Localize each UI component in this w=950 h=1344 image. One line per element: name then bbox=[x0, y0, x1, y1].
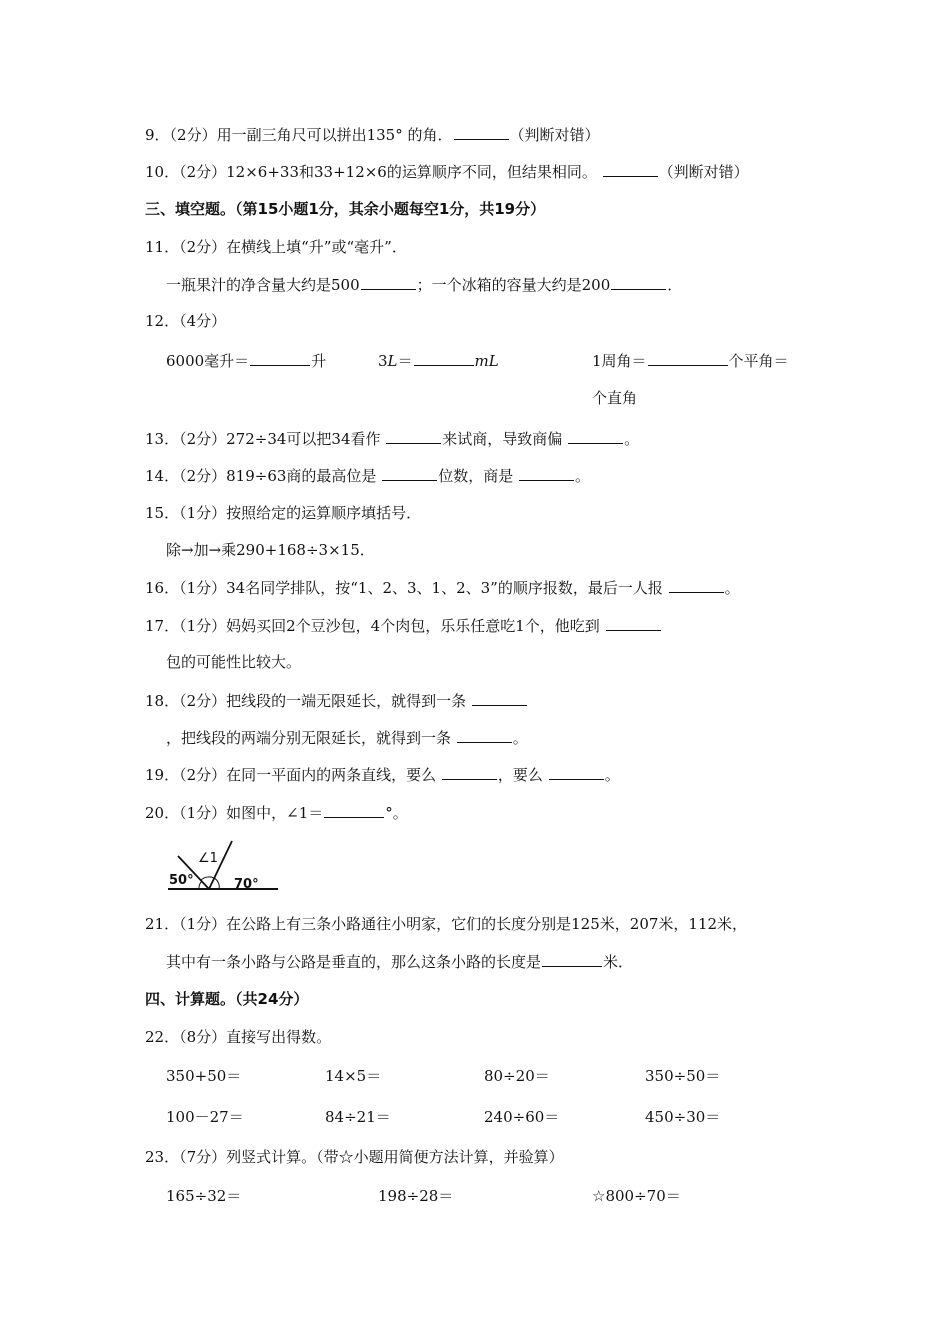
question-text: 34名同学排队，按“1、2、3、1、2、3”的顺序报数，最后一人报 bbox=[226, 579, 668, 597]
text: 来试商，导致商偏 bbox=[442, 430, 568, 448]
answer-blank[interactable] bbox=[457, 727, 512, 743]
text: 。 bbox=[604, 766, 620, 784]
answer-blank[interactable] bbox=[442, 764, 497, 780]
calc-item: 165÷32＝ bbox=[166, 1187, 242, 1205]
answer-blank[interactable] bbox=[361, 274, 416, 290]
angle-arc bbox=[199, 881, 202, 889]
question-text: 在横线上填“升”或“毫升”． bbox=[226, 238, 407, 256]
question-14 bbox=[145, 465, 590, 486]
question-text: 妈妈买回2个豆沙包，4个肉包，乐乐任意吃1个，他吃到 bbox=[226, 617, 605, 635]
answer-blank[interactable] bbox=[669, 577, 724, 593]
question-score: （2分） bbox=[179, 467, 227, 485]
question-19 bbox=[145, 764, 620, 785]
question-number: 18． bbox=[145, 692, 180, 710]
question-text: 12×6+33和33+12×6的运算顺序不同，但结果相同。 bbox=[226, 163, 597, 181]
question-10 bbox=[145, 161, 749, 182]
calc-item: 84÷21＝ bbox=[325, 1108, 391, 1126]
answer-blank[interactable] bbox=[472, 690, 527, 706]
unit: L bbox=[387, 352, 398, 370]
calc-item: ☆800÷70＝ bbox=[592, 1187, 681, 1205]
question-number: 15． bbox=[145, 504, 180, 522]
question-number: 14． bbox=[145, 467, 180, 485]
question-text: 按照给定的运算顺序填括号． bbox=[226, 504, 422, 522]
question-number: 16． bbox=[145, 579, 180, 597]
answer-blank[interactable] bbox=[603, 161, 658, 177]
question-score: （1分） bbox=[179, 579, 227, 597]
question-11-line2 bbox=[166, 274, 682, 295]
question-score: （8分） bbox=[179, 1028, 227, 1046]
question-21-line2 bbox=[166, 951, 633, 972]
answer-blank[interactable] bbox=[250, 350, 310, 366]
answer-blank[interactable] bbox=[568, 428, 623, 444]
angle-arc bbox=[201, 877, 214, 880]
question-text: 把线段的一端无限延长，就得到一条 bbox=[226, 692, 471, 710]
text: ． bbox=[667, 276, 683, 294]
angle-70-label: 70° bbox=[234, 877, 259, 892]
text: 位数，商是 bbox=[438, 467, 518, 485]
answer-blank[interactable] bbox=[542, 951, 602, 967]
question-score: （7分） bbox=[179, 1148, 227, 1166]
text: 其中有一条小路与公路是垂直的，那么这条小路的长度是 bbox=[166, 953, 542, 971]
text: 在同一平面内的两条直线，要么 bbox=[226, 766, 441, 784]
question-12 bbox=[145, 311, 226, 331]
text: 819÷63商的最高位是 bbox=[226, 467, 382, 485]
question-text: 直接写出得数。 bbox=[226, 1028, 332, 1046]
text: 一瓶果汁的净含量大约是500 bbox=[166, 276, 360, 294]
answer-blank[interactable] bbox=[454, 124, 509, 140]
text: ；一个冰箱的容量大约是200 bbox=[416, 276, 611, 294]
question-15 bbox=[145, 503, 421, 523]
question-12-part-c bbox=[592, 350, 789, 371]
text: 个直角 bbox=[592, 389, 638, 407]
question-17 bbox=[145, 615, 662, 636]
question-score: （2分） bbox=[179, 430, 227, 448]
question-9 bbox=[145, 124, 600, 145]
calc-item: 14×5＝ bbox=[325, 1067, 382, 1085]
angle-1-label: ∠1 bbox=[198, 851, 218, 866]
question-12-part-a bbox=[166, 350, 326, 371]
text: ＝ bbox=[397, 352, 413, 370]
question-number: 9． bbox=[145, 126, 170, 144]
question-number: 22． bbox=[145, 1028, 180, 1046]
answer-blank[interactable] bbox=[324, 802, 384, 818]
question-23 bbox=[145, 1147, 564, 1167]
question-text: 列竖式计算。（带☆小题用简便方法计算，并验算） bbox=[226, 1148, 564, 1166]
angle-arc bbox=[214, 878, 219, 889]
text: 272÷34可以把34看作 bbox=[226, 430, 386, 448]
answer-blank[interactable] bbox=[606, 615, 661, 631]
calc-item: 350+50＝ bbox=[166, 1067, 242, 1085]
calc-item: 198÷28＝ bbox=[378, 1187, 454, 1205]
question-number: 19． bbox=[145, 766, 180, 784]
text: 。 bbox=[512, 729, 528, 747]
angle-figure bbox=[166, 838, 281, 894]
question-13 bbox=[145, 428, 639, 449]
question-number: 12． bbox=[145, 312, 180, 330]
answer-blank[interactable] bbox=[648, 350, 728, 366]
question-text: 用一副三角尺可以拼出135° 的角． bbox=[216, 126, 453, 144]
question-score: （1分） bbox=[179, 804, 227, 822]
question-number: 10． bbox=[145, 163, 180, 181]
question-15-line2: 除→加→乘290+168÷3×15． bbox=[166, 541, 375, 559]
text: °。 bbox=[385, 804, 408, 822]
question-text: 在公路上有三条小路通往小明家，它们的长度分别是125米，207米，112米， bbox=[226, 915, 748, 933]
question-number: 13． bbox=[145, 430, 180, 448]
text: 6000毫升＝ bbox=[166, 352, 250, 370]
text: 个平角＝ bbox=[728, 352, 789, 370]
section-3-heading: 三、填空题。（第15小题1分，其余小题每空1分，共19分） bbox=[145, 200, 546, 218]
unit: mL bbox=[474, 352, 499, 370]
question-score: （2分） bbox=[179, 238, 227, 256]
question-score: （1分） bbox=[179, 504, 227, 522]
question-16 bbox=[145, 577, 740, 598]
answer-blank[interactable] bbox=[611, 274, 666, 290]
question-22 bbox=[145, 1027, 331, 1047]
question-17-line2: 包的可能性比较大。 bbox=[166, 653, 302, 671]
calc-item: 350÷50＝ bbox=[645, 1067, 721, 1085]
answer-blank[interactable] bbox=[382, 465, 437, 481]
text: 升 bbox=[311, 352, 327, 370]
question-score: （1分） bbox=[179, 915, 227, 933]
text: 。 bbox=[724, 579, 740, 597]
question-score: （4分） bbox=[179, 312, 227, 330]
text: 。 bbox=[574, 467, 590, 485]
text: 米． bbox=[603, 953, 634, 971]
answer-blank[interactable] bbox=[549, 764, 604, 780]
calc-item: 100－27＝ bbox=[166, 1108, 244, 1126]
section-4-heading: 四、计算题。（共24分） bbox=[145, 990, 309, 1008]
question-number: 17． bbox=[145, 617, 180, 635]
question-number: 11． bbox=[145, 238, 180, 256]
question-number: 21． bbox=[145, 915, 180, 933]
question-12-part-b bbox=[378, 350, 499, 371]
text: ，要么 bbox=[497, 766, 548, 784]
question-21 bbox=[145, 914, 747, 934]
question-18 bbox=[145, 690, 528, 711]
question-score: （2分） bbox=[169, 126, 217, 144]
question-number: 20． bbox=[145, 804, 180, 822]
question-hint: （判断对错） bbox=[509, 126, 600, 144]
calc-item: 80÷20＝ bbox=[484, 1067, 550, 1085]
question-12-part-c-line2 bbox=[592, 388, 637, 408]
answer-blank[interactable] bbox=[519, 465, 574, 481]
question-20 bbox=[145, 802, 408, 823]
angle-50-label: 50° bbox=[169, 873, 194, 888]
answer-blank[interactable] bbox=[386, 428, 441, 444]
calc-item: 450÷30＝ bbox=[645, 1108, 721, 1126]
answer-blank[interactable] bbox=[414, 350, 474, 366]
calc-item: 240÷60＝ bbox=[484, 1108, 560, 1126]
question-11 bbox=[145, 237, 407, 257]
question-score: （1分） bbox=[179, 617, 227, 635]
question-score: （2分） bbox=[179, 163, 227, 181]
question-score: （2分） bbox=[179, 766, 227, 784]
question-18-line2 bbox=[166, 727, 528, 748]
text: 1周角＝ bbox=[592, 352, 647, 370]
question-number: 23． bbox=[145, 1148, 180, 1166]
text: 3 bbox=[378, 352, 388, 370]
question-score: （2分） bbox=[179, 692, 227, 710]
question-hint: （判断对错） bbox=[658, 163, 749, 181]
text: 如图中，∠1＝ bbox=[226, 804, 324, 822]
text: 。 bbox=[624, 430, 640, 448]
text: ，把线段的两端分别无限延长，就得到一条 bbox=[166, 729, 456, 747]
